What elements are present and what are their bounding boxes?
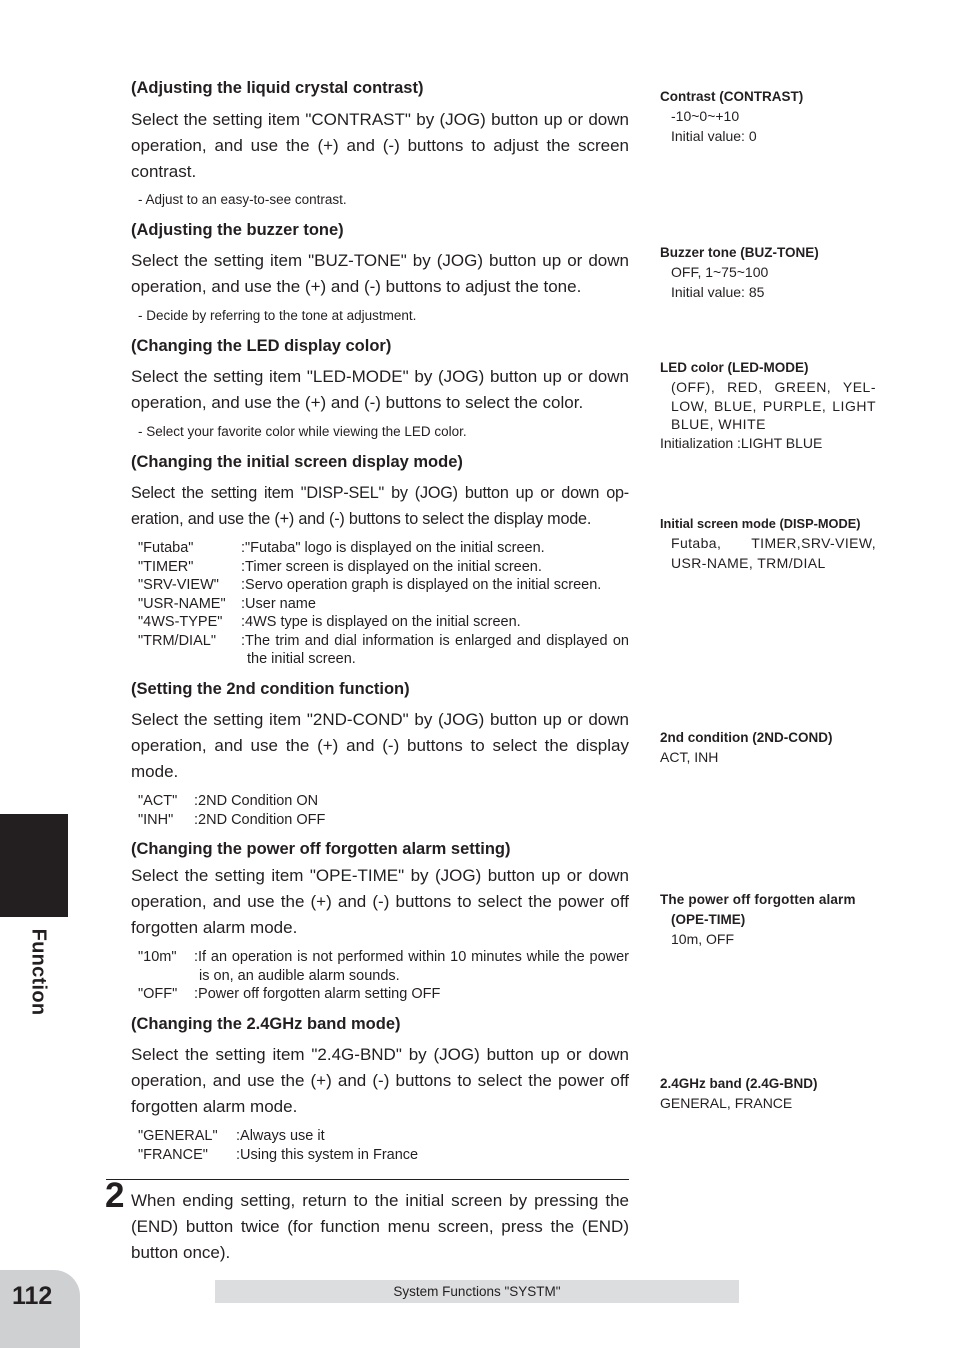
option-key: "USR-NAME" xyxy=(138,595,226,612)
sidebar-line: Initial value: 85 xyxy=(671,283,765,300)
sidebar-entry-ope-time xyxy=(660,890,876,950)
option-desc: :Always use it xyxy=(236,1128,325,1144)
option-desc: :2ND Condition ON xyxy=(194,793,319,809)
section-body-disp: Select the setting item "DISP-SEL" by (JOG) button up or down op-eration, and use the (+) and (-) buttons to select the display mode. xyxy=(131,484,629,528)
option-key: "FRANCE" xyxy=(138,1146,208,1163)
option-desc: :Using this system in France xyxy=(236,1146,419,1163)
section-body-2nd-cond: Select the setting item "2ND-COND" by (JOG) button up or down operation, and use the (+) and (-) buttons to select the display mode. xyxy=(131,710,629,781)
section-heading-ope-time: (Changing the power off forgotten alarm setting) xyxy=(131,840,511,858)
section-body-led: Select the setting item "LED-MODE" by (JOG) button up or down operation, and use the (+) and (-) buttons to select the color. xyxy=(131,367,629,412)
sidebar-title: Initial screen mode (DISP-MODE) xyxy=(660,516,861,531)
option-row xyxy=(138,985,629,1004)
option-desc: :Timer screen is displayed on the initial screen. xyxy=(241,558,542,575)
step-text: When ending setting, return to the initial screen by pressing the (END) button twice (for function menu screen, press the (END) button once). xyxy=(131,1191,629,1262)
option-row xyxy=(138,1127,629,1146)
sidebar-entry-band xyxy=(660,1074,876,1114)
option-key: "INH" xyxy=(138,811,174,828)
sidebar-title: LED color (LED-MODE) xyxy=(660,360,809,375)
section-tab-label: Function xyxy=(27,928,50,1016)
section-body-ope-time: Select the setting item "OPE-TIME" by (JOG) button up or down operation, and use the (+) and (-) buttons to select the power off forgotten alarm mode. xyxy=(131,866,629,937)
section-body-buzzer: Select the setting item "BUZ-TONE" by (JOG) button up or down operation, and use the (+) and (-) buttons to adjust the tone. xyxy=(131,251,629,296)
option-row xyxy=(138,632,629,669)
option-desc: :If an operation is not performed within 10 minutes while the power is on, an audible alarm sounds. xyxy=(194,949,629,984)
option-desc: :The trim and dial information is enlarged and displayed on the initial screen. xyxy=(241,632,629,667)
option-key: "ACT" xyxy=(138,793,178,809)
option-row xyxy=(138,613,629,632)
sidebar-entry-disp xyxy=(660,514,876,573)
sidebar-title: Contrast (CONTRAST) xyxy=(660,89,804,104)
option-desc: :"Futaba" logo is displayed on the initial screen. xyxy=(241,540,545,556)
option-desc: :Servo operation graph is displayed on the initial screen. xyxy=(241,577,602,593)
section-heading-band: (Changing the 2.4GHz band mode) xyxy=(131,1015,401,1033)
option-list-band xyxy=(138,1127,629,1164)
footer-bar: System Functions "SYSTM" xyxy=(215,1280,739,1303)
sidebar-line: 10m, OFF xyxy=(671,931,735,947)
step-number: 2 xyxy=(105,1176,125,1215)
option-row xyxy=(138,792,629,811)
option-key: "Futaba" xyxy=(138,540,194,556)
sidebar-title-2: (OPE-TIME) xyxy=(671,912,746,927)
section-heading-disp: (Changing the initial screen display mode) xyxy=(131,453,463,471)
option-key: "TRM/DIAL" xyxy=(138,632,216,649)
option-list-disp xyxy=(138,539,629,669)
sidebar-line: ACT, INH xyxy=(660,749,719,765)
sidebar-line: OFF, 1~75~100 xyxy=(671,264,769,280)
section-note-contrast: - Adjust to an easy-to-see contrast. xyxy=(138,192,347,207)
section-note-buzzer: - Decide by referring to the tone at adjustment. xyxy=(138,308,417,323)
option-row xyxy=(138,558,629,577)
option-key: "10m" xyxy=(138,949,177,965)
option-row xyxy=(138,576,629,595)
option-key: "SRV-VIEW" xyxy=(138,577,219,593)
option-desc: :User name xyxy=(241,595,316,612)
section-heading-contrast: (Adjusting the liquid crystal contrast) xyxy=(131,79,424,97)
section-body-band: Select the setting item "2.4G-BND" by (JOG) button up or down operation, and use the (+) and (-) buttons to select the power off forgotten alarm mode. xyxy=(131,1045,629,1116)
option-row xyxy=(138,948,629,985)
section-heading-2nd-cond: (Setting the 2nd condition function) xyxy=(131,680,410,698)
sidebar-title: The power off forgotten alarm xyxy=(660,892,856,907)
sidebar-line: GENERAL, FRANCE xyxy=(660,1095,793,1111)
option-key: "4WS-TYPE" xyxy=(138,614,223,630)
option-desc: :2ND Condition OFF xyxy=(194,811,326,828)
option-desc: :4WS type is displayed on the initial screen. xyxy=(241,614,521,630)
sidebar-title: 2nd condition (2ND-COND) xyxy=(660,730,833,745)
option-desc: :Power off forgotten alarm setting OFF xyxy=(194,986,441,1002)
step-divider xyxy=(106,1179,629,1180)
option-row xyxy=(138,539,629,558)
page-number: 112 xyxy=(12,1282,53,1310)
sidebar-line: (OFF), RED, GREEN, YEL-LOW, BLUE, PURPLE, LIGHT BLUE, WHITE xyxy=(671,379,876,432)
sidebar-line: Initialization :LIGHT BLUE xyxy=(660,434,823,451)
sidebar-entry-led xyxy=(660,358,876,453)
sidebar-line: Initial value: 0 xyxy=(671,127,757,144)
option-row xyxy=(138,811,629,830)
section-heading-buzzer: (Adjusting the buzzer tone) xyxy=(131,221,344,239)
section-tab-marker xyxy=(0,814,68,917)
section-note-led: - Select your favorite color while viewing the LED color. xyxy=(138,424,467,439)
sidebar-title: Buzzer tone (BUZ-TONE) xyxy=(660,245,819,260)
option-key: "TIMER" xyxy=(138,558,194,575)
option-row xyxy=(138,595,629,614)
sidebar-line: -10~0~+10 xyxy=(671,108,740,124)
option-list-ope-time xyxy=(138,948,629,1004)
sidebar-line: Futaba, TIMER,SRV-VIEW, USR-NAME, TRM/DIAL xyxy=(671,535,876,571)
sidebar-entry-buzzer xyxy=(660,243,876,302)
section-heading-led: (Changing the LED display color) xyxy=(131,337,392,355)
option-list-2nd-cond xyxy=(138,792,629,829)
section-body-contrast: Select the setting item "CONTRAST" by (JOG) button up or down operation, and use the (+) and (-) buttons to adjust the screen contrast. xyxy=(131,110,629,181)
option-row xyxy=(138,1146,629,1165)
sidebar-title: 2.4GHz band (2.4G-BND) xyxy=(660,1076,818,1091)
sidebar-entry-contrast xyxy=(660,87,876,146)
option-key: "GENERAL" xyxy=(138,1128,218,1144)
option-key: "OFF" xyxy=(138,986,178,1002)
sidebar-entry-2nd-cond xyxy=(660,728,876,768)
